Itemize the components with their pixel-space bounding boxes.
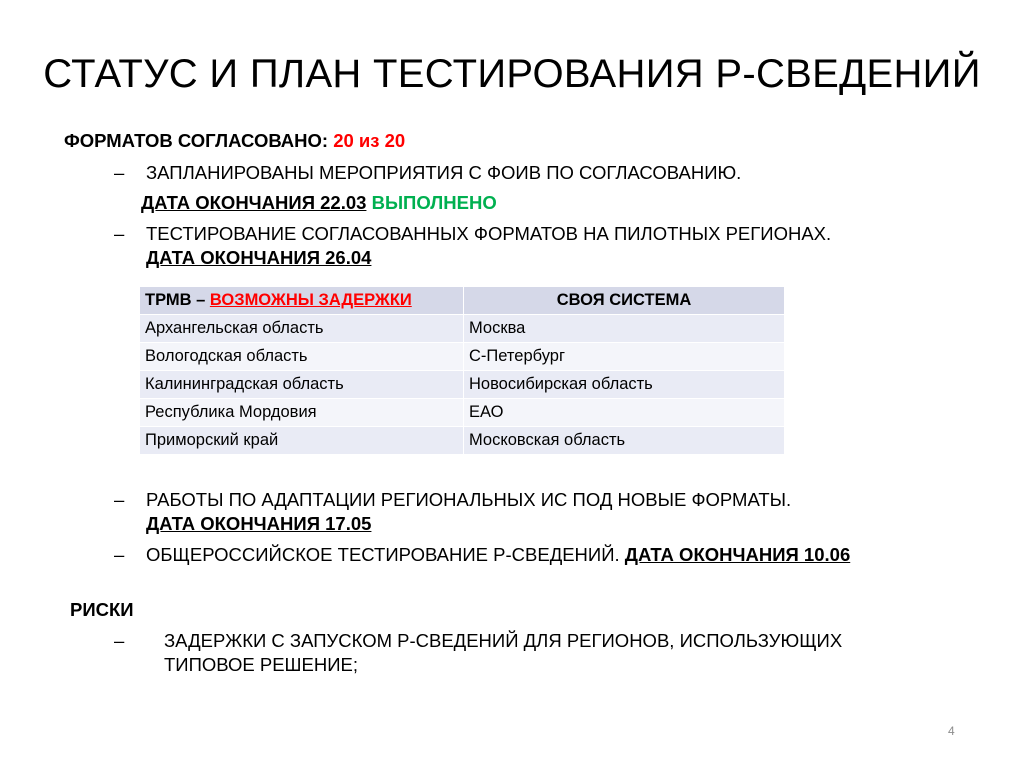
item-4-line bbox=[146, 544, 850, 566]
dash-marker: – bbox=[114, 630, 125, 651]
table-cell: Архангельская область bbox=[140, 315, 464, 343]
item-2-deadline: ДАТА ОКОНЧАНИЯ 26.04 bbox=[146, 247, 372, 268]
table-row bbox=[140, 371, 785, 399]
table-cell: Приморский край bbox=[140, 427, 464, 455]
table-cell: Новосибирская область bbox=[464, 371, 785, 399]
table-header-row bbox=[140, 287, 785, 315]
item-1-deadline-line bbox=[141, 192, 497, 214]
item-4-text: ОБЩЕРОССИЙСКОЕ ТЕСТИРОВАНИЕ Р-СВЕДЕНИЙ. bbox=[146, 544, 620, 565]
risk-1-line-1: ЗАДЕРЖКИ С ЗАПУСКОМ Р-СВЕДЕНИЙ ДЛЯ РЕГИОНОВ, ИСПОЛЬЗУЮЩИХ bbox=[164, 630, 843, 651]
formats-label: ФОРМАТОВ СОГЛАСОВАНО: bbox=[64, 130, 329, 151]
dash-marker: – bbox=[114, 489, 125, 510]
header-trmv-delays: ВОЗМОЖНЫ ЗАДЕРЖКИ bbox=[209, 291, 412, 309]
item-2-text: ТЕСТИРОВАНИЕ СОГЛАСОВАННЫХ ФОРМАТОВ НА ПИЛОТНЫХ РЕГИОНАХ. bbox=[146, 223, 832, 244]
risk-1-line-2: ТИПОВОЕ РЕШЕНИЕ; bbox=[164, 654, 358, 675]
item-3-text: РАБОТЫ ПО АДАПТАЦИИ РЕГИОНАЛЬНЫХ ИС ПОД НОВЫЕ ФОРМАТЫ. bbox=[146, 489, 792, 510]
item-1-text: ЗАПЛАНИРОВАНЫ МЕРОПРИЯТИЯ С ФОИВ ПО СОГЛАСОВАНИЮ. bbox=[146, 162, 742, 183]
regions-table bbox=[139, 286, 785, 455]
table-row bbox=[140, 427, 785, 455]
table-cell: С-Петербург bbox=[464, 343, 785, 371]
table-cell: Вологодская область bbox=[140, 343, 464, 371]
item-1-status: ВЫПОЛНЕНО bbox=[371, 192, 497, 213]
table-row bbox=[140, 315, 785, 343]
table-cell: Республика Мордовия bbox=[140, 399, 464, 427]
table-cell: Калининградская область bbox=[140, 371, 464, 399]
table-row bbox=[140, 343, 785, 371]
formats-value: 20 из 20 bbox=[333, 130, 406, 151]
slide-title: СТАТУС И ПЛАН ТЕСТИРОВАНИЯ Р-СВЕДЕНИЙ bbox=[43, 52, 981, 96]
table-row bbox=[140, 399, 785, 427]
table-cell: Москва bbox=[464, 315, 785, 343]
dash-marker: – bbox=[114, 544, 125, 565]
table-header-trmv bbox=[140, 287, 464, 315]
item-1-deadline: ДАТА ОКОНЧАНИЯ 22.03 bbox=[141, 192, 367, 213]
header-trmv-prefix: ТРМВ – bbox=[145, 291, 206, 309]
table-cell: Московская область bbox=[464, 427, 785, 455]
formats-status bbox=[64, 130, 405, 152]
table-header-own-system: СВОЯ СИСТЕМА bbox=[464, 287, 785, 315]
table-cell: ЕАО bbox=[464, 399, 785, 427]
page-number: 4 bbox=[948, 724, 955, 738]
dash-marker: – bbox=[114, 223, 125, 244]
risks-heading: РИСКИ bbox=[70, 599, 134, 620]
dash-marker: – bbox=[114, 162, 125, 183]
item-4-deadline: ДАТА ОКОНЧАНИЯ 10.06 bbox=[624, 544, 851, 565]
item-3-deadline: ДАТА ОКОНЧАНИЯ 17.05 bbox=[146, 513, 372, 534]
